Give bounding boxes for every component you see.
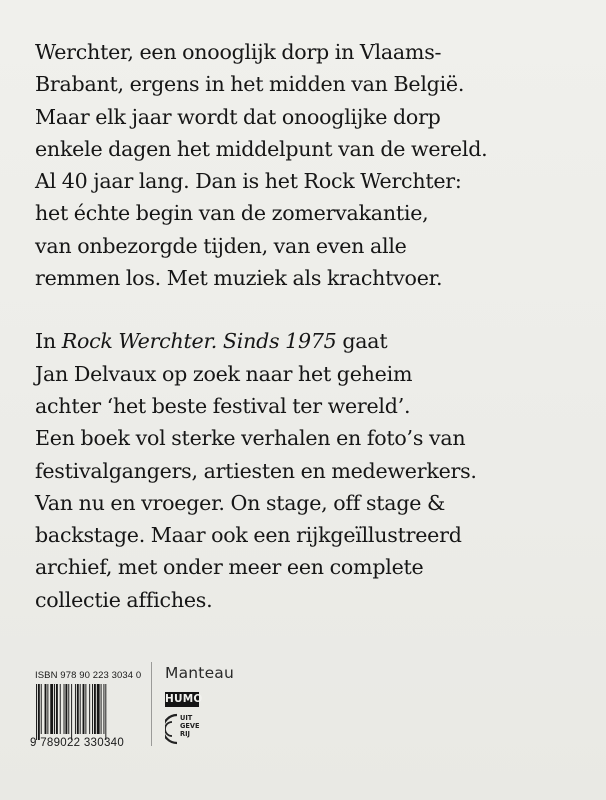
- uitgeverij-line: GEVE: [180, 722, 200, 731]
- barcode-bar: [80, 684, 81, 734]
- blurb-line: achter ‘het beste festival ter wereld’.: [35, 393, 411, 418]
- barcode-bar: [101, 684, 102, 734]
- book-title: Rock Werchter. Sinds 1975: [61, 329, 337, 354]
- barcode-bar: [50, 684, 53, 734]
- uitgeverij-text: [180, 714, 200, 739]
- blurb-line: Werchter, een onooglijk dorp in Vlaams-: [35, 40, 442, 64]
- barcode-bar: [105, 684, 106, 740]
- blurb-line: Maar elk jaar wordt dat onooglijke dorp: [35, 104, 441, 129]
- barcode-bar: [97, 684, 100, 734]
- blurb-line: festivalgangers, artiesten en medewerkers.: [35, 458, 477, 483]
- barcode-bar: [103, 684, 104, 734]
- humo-logo: HUMO: [165, 693, 203, 705]
- barcode-bar: [64, 684, 65, 734]
- blurb-prefix: In: [35, 329, 62, 354]
- barcode-bar: [92, 684, 93, 734]
- publisher-name: Manteau: [165, 664, 235, 682]
- barcode-bar: [60, 684, 61, 734]
- blurb-line: Brabant, ergens in het midden van België.: [35, 72, 465, 97]
- barcode-digits: 9 789022 330340: [30, 737, 125, 749]
- uitgeverij-line: UIT: [180, 714, 193, 722]
- barcode-bar: [75, 684, 76, 734]
- barcode-bar: [45, 684, 47, 734]
- blurb-line: Jan Delvaux op zoek naar het geheim: [35, 361, 413, 386]
- barcode-bar: [47, 684, 48, 734]
- blurb-line: van onbezorgde tijden, van even alle: [35, 233, 407, 258]
- blurb-line: het échte begin van de zomervakantie,: [35, 201, 429, 226]
- blurb-line: archief, met onder meer een complete: [35, 555, 424, 580]
- blurb-line: Een boek vol sterke verhalen en foto’s van: [35, 426, 466, 451]
- paragraph-gap: [35, 294, 595, 325]
- isbn-label: ISBN 978 90 223 3034 0: [35, 670, 142, 681]
- barcode: [35, 684, 136, 742]
- barcode-bar: [71, 684, 72, 740]
- blurb-line-with-title: [35, 325, 595, 357]
- blurb-text: [35, 36, 595, 616]
- barcode-bar: [38, 684, 40, 740]
- barcode-bar: [85, 684, 86, 734]
- barcode-bar: [41, 684, 42, 734]
- uitgeverij-line: RIJ: [180, 730, 190, 739]
- barcode-bar: [56, 684, 58, 734]
- blurb-line: remmen los. Met muziek als krachtvoer.: [35, 266, 443, 291]
- barcode-bar: [54, 684, 55, 734]
- blurb-line: Al 40 jaar lang. Dan is het Rock Werchter:: [35, 169, 462, 194]
- blurb-line: enkele dagen het middelpunt van de wereld.: [35, 136, 488, 161]
- divider: [151, 662, 152, 746]
- barcode-bar: [65, 684, 67, 734]
- barcode-bar: [68, 684, 69, 734]
- blurb-suffix: gaat: [336, 329, 388, 354]
- blurb-line: Van nu en vroeger. On stage, off stage &: [35, 490, 446, 515]
- barcode-bar: [77, 684, 79, 734]
- blurb-line: backstage. Maar ook een rijkgeïllustreerd: [35, 523, 462, 548]
- barcode-bar: [36, 684, 37, 740]
- barcode-bar: [94, 684, 96, 734]
- barcode-bar: [89, 684, 90, 734]
- blurb-line: collectie affiches.: [35, 587, 213, 612]
- barcode-bar: [83, 684, 85, 734]
